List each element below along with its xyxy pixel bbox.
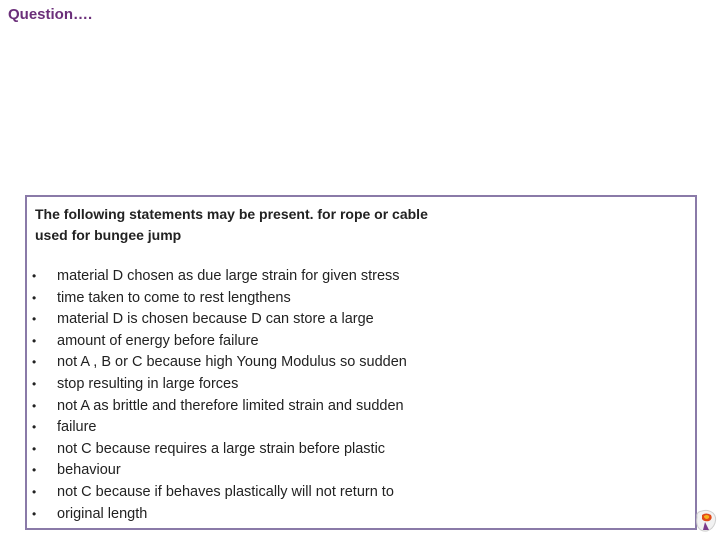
bullet-text: not A as brittle and therefore limited strain and sudden — [57, 397, 404, 414]
bullet-icon: • — [32, 355, 37, 370]
bullet-icon: • — [32, 376, 37, 391]
flame-logo-icon — [694, 503, 718, 533]
bullet-text: material D is chosen because D can store a large — [57, 311, 374, 328]
bullet-text: amount of energy before failure — [57, 332, 259, 349]
bullet-icon: • — [32, 290, 37, 305]
bullet-icon: • — [32, 441, 37, 456]
bullet-icon: • — [32, 420, 37, 435]
bullet-icon: • — [32, 333, 37, 348]
bullet-text: not C because if behaves plastically will not return to — [57, 483, 394, 500]
bullet-icon: • — [32, 312, 37, 327]
bullet-text: stop resulting in large forces — [57, 375, 239, 392]
bullet-icon: • — [32, 506, 37, 521]
bullet-text: original length — [57, 505, 148, 522]
bullet-icon: • — [32, 484, 37, 499]
bullet-text: not A , B or C because high Young Modulus so sudden — [57, 354, 407, 371]
slide-title: Question…. — [8, 6, 93, 23]
bullet-text: time taken to come to rest lengthens — [57, 289, 291, 306]
bullet-text: failure — [57, 419, 97, 436]
bullet-icon: • — [32, 398, 37, 413]
bullet-icon: • — [32, 463, 37, 478]
bullet-text: behaviour — [57, 462, 121, 479]
box-heading: The following statements may be present. for rope or cable used for bungee jump — [35, 206, 428, 243]
bullet-text: not C because requires a large strain before plastic — [57, 440, 386, 457]
bullet-text: material D chosen as due large strain for given stress — [57, 268, 400, 284]
bullet-icon: • — [32, 269, 37, 283]
content-box — [25, 195, 697, 530]
